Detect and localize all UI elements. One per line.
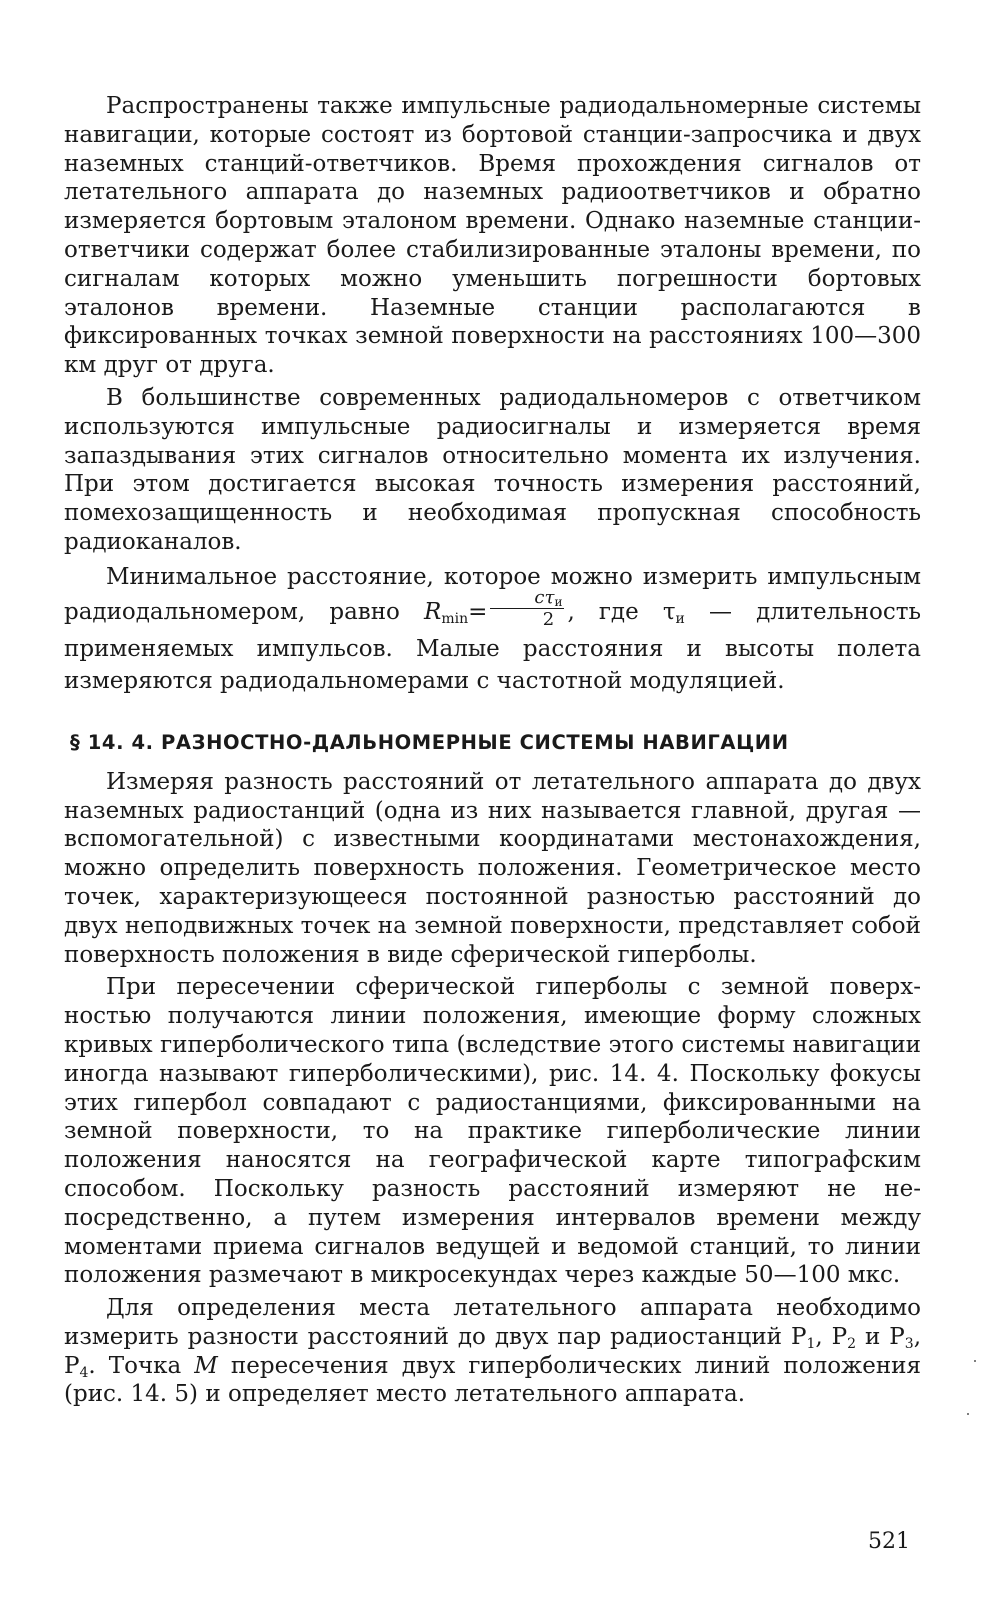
point-m: M (194, 1352, 218, 1379)
text-min-distance-intro: Минимальное расстояние, которое можно измерить импульсным радиодальномером, равно (64, 563, 921, 625)
section-heading: § 14. 4. РАЗНОСТНО-ДАЛЬНОМЕРНЫЕ СИСТЕМЫ НАВИГАЦИИ (70, 730, 789, 754)
page-body (64, 92, 921, 1413)
text-min-distance-rest: — длительность применяемых импульсов. Малые расстояния и высоты полета измеряются радиодальномерами с частотной модуляцией. (64, 598, 921, 694)
formula-tau: τ (662, 598, 676, 625)
station-p4: P (64, 1352, 80, 1379)
paragraph-hyperbolic-lines: При пересечении сферической гиперболы с земной поверхностью получаются линии положения, имеющие форму сложных кривых гиперболического типа (вследствие этого системы навигации иногда называют гиперболическими), рис. 14. 4. Поскольку фокусы этих гипербол совпадают с радиостанциями, фиксированными на земной поверхности, то на практике гиперболические линии положения наносятся на географической карте типографским способом. Поскольку разность расстояний измеряют не непосредственно, а путем измерения интервалов времени между моментами приема сигналов ведущей и ведомой станций, то линии положения размечают в микросекундах через каждые 50—100 мкс. (64, 974, 921, 1289)
formula-denominator: 2 (542, 608, 555, 630)
formula-equals: = (468, 598, 488, 625)
scan-speck (967, 1413, 969, 1415)
text-fix-rest: пересечения двух гиперболических линий положения (рис. 14. 5) и определяет место летательного аппарата. (64, 1352, 921, 1408)
paragraph-distance-difference: Измеряя разность расстояний от летательного аппарата до двух наземных радиостанций (одна из них называется главной, другая — вспомогательной) с известными координатами местонахождения, можно определить поверхность положения. Геометрическое место точек, характеризующееся постоянной разностью расстояний до двух неподвижных точек на земной поверхности, представляет собой поверхность положения в виде сферической гиперболы. (64, 768, 921, 968)
text-fix-intro: Для определения места летательного аппарата необходимо измерить разности расстояний до двух пар радиостанций (64, 1295, 921, 1350)
scan-speck (974, 1360, 976, 1362)
formula-numerator: $c\tau_и$ (490, 589, 564, 609)
station-p3: P (889, 1323, 905, 1350)
paragraph-impulse-systems: Распространены также импульсные радиодальномерные системы навигации, которые состоят из бортовой станции-запросчика и двух наземных станций-ответчиков. Время прохождения сигналов от летательного аппарата до наземных радиоответчиков и обратно измеряется бортовым эталоном времени. Однако наземные станции-ответчики содержат более стабилизированные эталоны времени, по сигналам которых можно уменьшить погрешности бортовых эталонов времени. Наземные станции располагаются в фиксированных точках земной поверхности на расстояниях 100—300 км друг от друга. (64, 93, 921, 379)
formula-tau-subscript: и (675, 610, 685, 627)
paragraph-responder-rangefinders: В большинстве современных радиодальномеров с ответчиком используются импульсные радиосигналы и измеряется время запаздывания этих сигналов относительно момента их излучения. При этом достигается высокая точность измерения расстояний, помехозащищенность и необходимая пропускная способность радиоканалов. (64, 384, 921, 555)
station-p2: P (831, 1323, 848, 1350)
paragraph-position-fix: Для определения места летательного аппарата необходимо измерить разности расстояний до двух пар радиостанций $P_1$, $P_2$ и $P_3$, $P_4$. Точка M пересечения двух гиперболических линий положения (рис. 14. 5) и определяет место летательного аппарата. (64, 1295, 921, 1408)
page-number: 521 (868, 1529, 910, 1554)
formula-fraction (490, 586, 564, 630)
paragraph-min-distance (64, 561, 921, 697)
formula-r-subscript: min (441, 610, 469, 627)
formula-r-symbol: R (424, 598, 442, 625)
formula-where: , где (567, 598, 663, 625)
station-p1: P (790, 1323, 807, 1350)
